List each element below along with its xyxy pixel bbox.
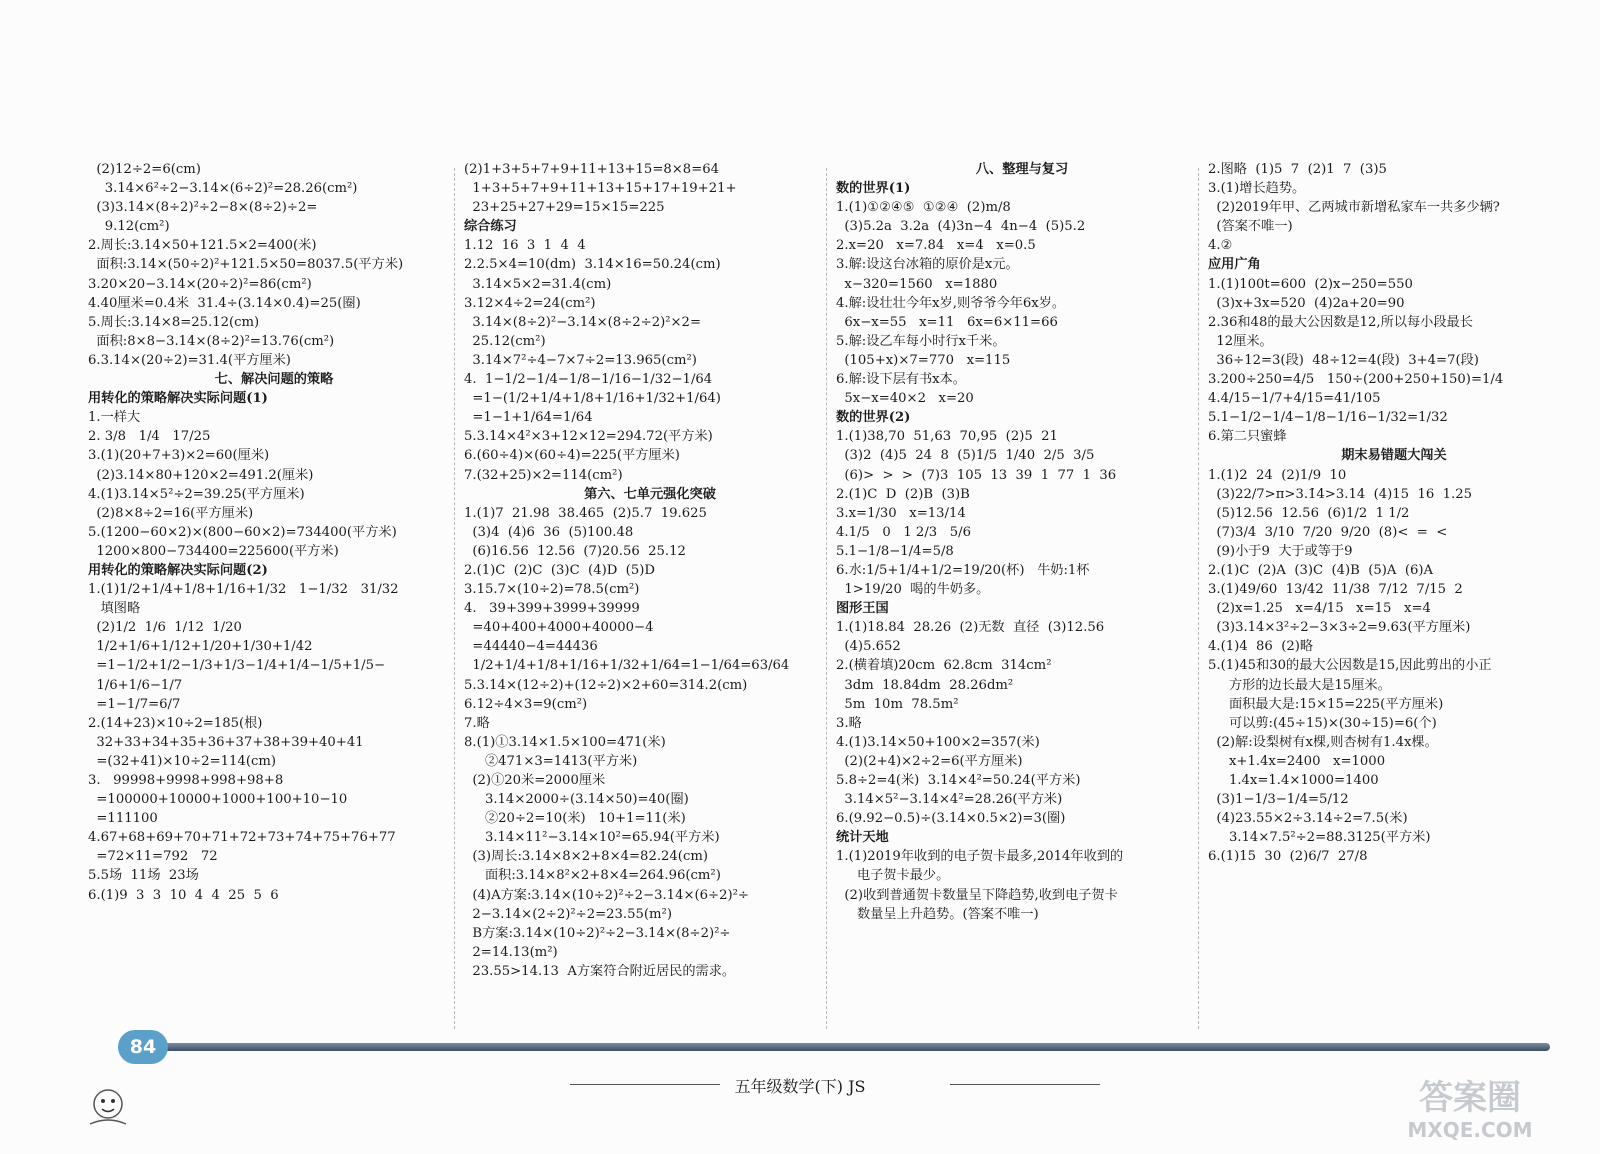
answer-line: (2)解:设梨树有x棵,则杏树有1.4x棵。: [1208, 734, 1438, 750]
answer-line: 2=14.13(m²): [464, 944, 558, 960]
answer-line: 面积:3.14×8²×2+8×4=264.96(cm²): [464, 868, 721, 884]
answer-line: 4.67+68+69+70+71+72+73+74+75+76+77: [88, 830, 396, 846]
answer-line: 7.略: [464, 715, 490, 731]
answer-line: (3)x+3x=520 (4)2a+20=90: [1208, 295, 1405, 311]
watermark: [1360, 1078, 1580, 1148]
answer-line: 9.12(cm²): [88, 219, 170, 235]
section-heading: 期末易错题大闯关: [1341, 448, 1447, 464]
subsection-heading: 图形王国: [836, 601, 889, 617]
answer-line: 1.12 16 3 1 4 4: [464, 238, 586, 254]
answer-line: B方案:3.14×(10÷2)²÷2−3.14×(8÷2)²÷: [464, 925, 731, 941]
answer-line: 4.②: [1208, 238, 1233, 254]
answer-line: =72×11=792 72: [88, 849, 218, 865]
answer-line: 2−3.14×(2÷2)²÷2=23.55(m²): [464, 906, 672, 922]
answer-line: 8.(1)①3.14×1.5×100=471(米): [464, 734, 666, 750]
footer-title: 五年级数学(下) JS: [734, 1077, 866, 1096]
answer-line: 4.解:设壮壮今年x岁,则爷爷今年6x岁。: [836, 295, 1066, 311]
answer-line: (3)1−1/3−1/4=5/12: [1208, 792, 1349, 808]
subsection-heading: 用转化的策略解决实际问题(2): [88, 562, 268, 578]
answer-line: 电子贺卡最少。: [836, 868, 950, 884]
answer-line: 3.14×6²÷2−3.14×(6÷2)²=28.26(cm²): [88, 181, 358, 197]
answer-line: (2)12÷2=6(cm): [88, 162, 201, 177]
answer-line: (3)22/7>π>3.1̇4̇>3.14 (4)15 16 1.25: [1208, 486, 1472, 502]
answer-line: =44440−4=44436: [464, 639, 598, 655]
answer-line: 6x−x=55 x=11 6x=6×11=66: [836, 314, 1058, 330]
subsection-heading: 用转化的策略解决实际问题(1): [88, 391, 268, 407]
answer-line: 1>19/20 喝的牛奶多。: [836, 582, 990, 598]
answer-line: 方形的边长最大是15厘米。: [1208, 677, 1391, 693]
answer-line: (7)3/4 3/10 7/20 9/20 (8)< = <: [1208, 524, 1448, 540]
answer-line: 5.解:设乙车每小时行x千米。: [836, 333, 1006, 349]
answer-line: 2.2.5×4=10(dm) 3.14×16=50.24(cm): [464, 257, 721, 273]
answer-line: 6.12÷4×3=9(cm²): [464, 696, 588, 712]
answer-line: 6.(9.92−0.5)÷(3.14×0.5×2)=3(圈): [836, 811, 1066, 827]
answer-line: 3.略: [836, 715, 862, 731]
answer-line: (答案不唯一): [1208, 219, 1293, 235]
answer-line: 4.4/15−1/7+4/15=41/105: [1208, 391, 1381, 407]
answer-column-2: [464, 160, 836, 981]
answer-line: =40+400+4000+40000−4: [464, 620, 654, 636]
answer-line: 25.12(cm²): [464, 333, 546, 349]
answer-line: (4)23.55×2÷3.14÷2=7.5(米): [1208, 811, 1408, 827]
answer-line: =1−(1/2+1/4+1/8+1/16+1/32+1/64): [464, 391, 721, 407]
answer-line: 3.14×11²−3.14×10²=65.94(平方米): [464, 830, 720, 846]
answer-line: 6.(60÷4)×(60÷4)=225(平方厘米): [464, 448, 680, 464]
answer-line: 3.20×20−3.14×(20÷2)²=86(cm²): [88, 276, 312, 292]
answer-line: 4.(1)4 86 (2)略: [1208, 639, 1314, 655]
answer-line: 32+33+34+35+36+37+38+39+40+41: [88, 734, 364, 750]
answer-line: (2)3.14×80+120×2=491.2(厘米): [88, 467, 314, 483]
answer-line: 2.36和48的最大公因数是12,所以每小段最长: [1208, 314, 1473, 330]
answer-line: 1.(1)2019年收到的电子贺卡最多,2014年收到的: [836, 849, 1124, 865]
subsection-heading: 综合练习: [464, 219, 517, 235]
answer-line: 5.1−1/2−1/4−1/8−1/16−1/32=1/32: [1208, 410, 1448, 426]
footer-band: [150, 1043, 1550, 1051]
answer-line: 可以剪:(45÷15)×(30÷15)=6(个): [1208, 715, 1437, 731]
section-heading: 第六、七单元强化突破: [584, 486, 716, 502]
answer-column-1: [88, 160, 460, 905]
answer-line: 1+3+5+7+9+11+13+15+17+19+21+: [464, 181, 737, 197]
answer-line: 1.(1)①②④⑤ ①②④ (2)m/8: [836, 200, 1011, 216]
cartoon-mascot-icon: [80, 1080, 136, 1130]
answer-line: 3.14×(8÷2)²−3.14×(8÷2÷2)²×2=: [464, 314, 702, 330]
answer-line: 面积最大是:15×15=225(平方厘米): [1208, 696, 1444, 712]
answer-line: (3)2 (4)5 24 8 (5)1/5 1/40 2/5 3/5: [836, 448, 1095, 464]
answer-line: 6.水:1/5+1/4+1/2=19/20(杯) 牛奶:1杯: [836, 562, 1090, 578]
answer-line: 5.周长:3.14×8=25.12(cm): [88, 314, 260, 330]
page-number: 84: [118, 1030, 168, 1064]
answer-line: =100000+10000+1000+100+10−10: [88, 792, 348, 808]
answer-line: ②20÷2=10(米) 10+1=11(米): [464, 811, 686, 827]
answer-line: =111100: [88, 811, 158, 827]
answer-line: x+1.4x=2400 x=1000: [1208, 753, 1386, 769]
answer-line: 2.(1)C D (2)B (3)B: [836, 486, 970, 502]
answer-line: 4.(1)3.14×5²÷2=39.25(平方厘米): [88, 486, 305, 502]
subsection-heading: 应用广角: [1208, 257, 1261, 273]
answer-line: 3.14×7²÷4−7×7÷2=13.965(cm²): [464, 352, 697, 368]
answer-line: 5.(1200−60×2)×(800−60×2)=734400(平方米): [88, 524, 397, 540]
answer-line: 2.x=20 x=7.84 x=4 x=0.5: [836, 238, 1036, 254]
answer-line: (3)4 (4)6 36 (5)100.48: [464, 524, 634, 540]
answer-line: 1.4x=1.4×1000=1400: [1208, 773, 1379, 788]
answer-line: 2. 3/8 1/4 17/25: [88, 429, 211, 445]
answer-line: 4.40厘米=0.4米 31.4÷(3.14×0.4)=25(圈): [88, 295, 361, 311]
answer-line: 2.(1)C (2)A (3)C (4)B (5)A (6)A: [1208, 562, 1434, 578]
answer-line: 5.3.14×4²×3+12×12=294.72(平方米): [464, 429, 713, 445]
answer-line: 3.14×7.5²÷2=88.3125(平方米): [1208, 830, 1431, 846]
answer-line: 1.(1)100t=600 (2)x−250=550: [1208, 276, 1413, 292]
answer-line: =1−1+1/64=1/64: [464, 410, 593, 426]
answer-line: 3. 99998+9998+998+98+8: [88, 773, 284, 788]
answer-line: (2)收到普通贺卡数量呈下降趋势,收到电子贺卡: [836, 887, 1118, 903]
answer-line: 3.14×5²−3.14×4²=28.26(平方米): [836, 792, 1063, 808]
section-heading: 八、整理与复习: [975, 162, 1069, 177]
answer-line: (4)5.652: [836, 639, 901, 655]
watermark-url: MXQE.COM: [1407, 1118, 1533, 1142]
answer-line: 3.(1)(20+7+3)×2=60(厘米): [88, 448, 270, 464]
answer-line: 1.(1)18.84 28.26 (2)无数 直径 (3)12.56: [836, 620, 1105, 636]
answer-line: 5m 10m 78.5m²: [836, 696, 959, 712]
answer-line: =1−1/2+1/2−1/3+1/3−1/4+1/4−1/5+1/5−: [88, 658, 386, 674]
answer-line: (3)3.14×(8÷2)²÷2−8×(8÷2)÷2=: [88, 200, 318, 216]
subsection-heading: 数的世界(1): [836, 181, 911, 197]
answer-column-3: [836, 160, 1208, 924]
answer-line: 1.一样大: [88, 410, 141, 426]
answer-line: 1.(1)7 21.98 38.465 (2)5.7 19.625: [464, 505, 707, 521]
answer-line: 5x−x=40×2 x=20: [836, 391, 974, 407]
answer-line: (2)x=1.25 x=4/15 x=15 x=4: [1208, 601, 1431, 617]
answer-line: 4.1/5 0 1 2/3 5/6: [836, 524, 971, 540]
section-heading: 七、解决问题的策略: [214, 372, 334, 388]
answer-line: 3.(1)增长趋势。: [1208, 181, 1306, 197]
answer-line: 6.解:设下层有书x本。: [836, 372, 966, 388]
answer-line: 4.(1)3.14×50+100×2=357(米): [836, 734, 1040, 750]
answer-line: 3.15.7×(10÷2)=78.5(cm²): [464, 582, 640, 598]
answer-line: 1200×800−734400=225600(平方米): [88, 543, 339, 559]
answer-line: 3.(1)49/60 13/42 11/38 7/12 7/15 2: [1208, 582, 1463, 598]
answer-line: 2.(横着填)20cm 62.8cm 314cm²: [836, 658, 1052, 674]
answer-line: 1.(1)1/2+1/4+1/8+1/16+1/32 1−1/32 31/32: [88, 582, 399, 598]
answer-line: 2.(1)C (2)C (3)C (4)D (5)D: [464, 562, 655, 578]
answer-line: =(32+41)×10÷2=114(cm): [88, 753, 277, 769]
answer-line: 12厘米。: [1208, 333, 1273, 349]
answer-line: 3.14×2000÷(3.14×50)=40(圈): [464, 792, 689, 808]
answer-line: 6.(1)9 3 3 10 4 4 25 5 6: [88, 887, 279, 903]
watermark-text: 答案圈: [1419, 1078, 1521, 1118]
answer-line: 6.(1)15 30 (2)6/7 27/8: [1208, 849, 1368, 865]
answer-line: (2)1+3+5+7+9+11+13+15=8×8=64: [464, 162, 720, 177]
answer-line: 5.3.14×(12÷2)+(12÷2)×2+60=314.2(cm): [464, 677, 748, 693]
subsection-heading: 数的世界(2): [836, 410, 911, 426]
answer-line: 1/6+1/6−1/7: [88, 677, 183, 693]
answer-line: 3dm 18.84dm 28.26dm²: [836, 677, 1014, 693]
answer-line: 1.(1)2 24 (2)1/9 10: [1208, 467, 1347, 483]
answer-line: 1/2+1/6+1/12+1/20+1/30+1/42: [88, 639, 313, 655]
answer-line: 1.(1)38,70 51,63 70,95 (2)5 21: [836, 429, 1058, 445]
answer-line: 4. 1−1/2−1/4−1/8−1/16−1/32−1/64: [464, 372, 713, 388]
answer-line: 2.周长:3.14×50+121.5×2=400(米): [88, 238, 317, 254]
answer-line: 7.(32+25)×2=114(cm²): [464, 467, 623, 483]
answer-column-4: [1208, 160, 1580, 866]
answer-line: (9)小于9 大于或等于9: [1208, 543, 1353, 559]
answer-line: 3.解:设这台冰箱的原价是x元。: [836, 257, 1019, 273]
answer-line: (6)> > > (7)3 105 13 39 1 77 1 36: [836, 467, 1117, 483]
answer-line: x−320=1560 x=1880: [836, 276, 998, 292]
answer-line: (2)8×8÷2=16(平方厘米): [88, 505, 254, 521]
answer-line: (3)5.2a 3.2a (4)3n−4 4n−4 (5)5.2: [836, 219, 1086, 235]
answer-line: 1/2+1/4+1/8+1/16+1/32+1/64=1−1/64=63/64: [464, 658, 790, 674]
answer-line: 5.8÷2=4(米) 3.14×4²=50.24(平方米): [836, 773, 1081, 788]
answer-line: 3.x=1/30 x=13/14: [836, 505, 966, 521]
answer-line: 3.12×4÷2=24(cm²): [464, 295, 596, 311]
answer-line: 数量呈上升趋势。(答案不唯一): [836, 906, 1039, 922]
answer-line: 3.200÷250=4/5 150÷(200+250+150)=1/4: [1208, 372, 1504, 388]
answer-line: (105+x)×7=770 x=115: [836, 352, 1011, 368]
answer-line: 5.1−1/8−1/4=5/8: [836, 543, 954, 559]
answer-line: 5.(1)45和30的最大公因数是15,因此剪出的小正: [1208, 658, 1492, 674]
answer-line: (2)1/2 1/6 1/12 1/20: [88, 620, 242, 636]
answer-line: (6)16.56 12.56 (7)20.56 25.12: [464, 543, 686, 559]
answer-line: 6.第二只蜜蜂: [1208, 429, 1287, 445]
answer-line: (4)A方案:3.14×(10÷2)²÷2−3.14×(6÷2)²÷: [464, 887, 749, 903]
answer-line: 2.图略 (1)5 7 (2)1 7 (3)5: [1208, 162, 1387, 177]
answer-line: 23.55>14.13 A方案符合附近居民的需求。: [464, 963, 736, 979]
answer-line: (2)①20米=2000厘米: [464, 773, 606, 788]
answer-line: ②471×3=1413(平方米): [464, 753, 638, 769]
answer-line: (3)周长:3.14×8×2+8×4=82.24(cm): [464, 849, 708, 865]
answer-line: (5)12.56 12.56 (6)1/2 1 1/2: [1208, 505, 1410, 521]
answer-line: 6.3.14×(20÷2)=31.4(平方厘米): [88, 352, 291, 368]
answer-line: =1−1/7=6/7: [88, 696, 181, 712]
answer-line: 面积:8×8−3.14×(8÷2)²=13.76(cm²): [88, 333, 335, 349]
answer-line: 4. 39+399+3999+39999: [464, 601, 640, 617]
answer-line: (2)2019年甲、乙两城市新增私家车一共多少辆?: [1208, 200, 1500, 216]
answer-line: (2)(2+4)×2÷2=6(平方厘米): [836, 753, 1023, 769]
answer-line: 5.5场 11场 23场: [88, 868, 199, 884]
answer-line: 2.(14+23)×10÷2=185(根): [88, 715, 263, 731]
subsection-heading: 统计天地: [836, 830, 889, 846]
answer-line: 3.14×5×2=31.4(cm): [464, 276, 612, 292]
answer-line: 面积:3.14×(50÷2)²+121.5×50=8037.5(平方米): [88, 257, 404, 273]
answer-line: (3)3.14×3²÷2−3×3÷2=9.63(平方厘米): [1208, 620, 1471, 636]
answer-line: 36÷12=3(段) 48÷12=4(段) 3+4=7(段): [1208, 352, 1479, 368]
answer-line: 23+25+27+29=15×15=225: [464, 200, 665, 216]
answer-line: 填图略: [88, 601, 141, 617]
